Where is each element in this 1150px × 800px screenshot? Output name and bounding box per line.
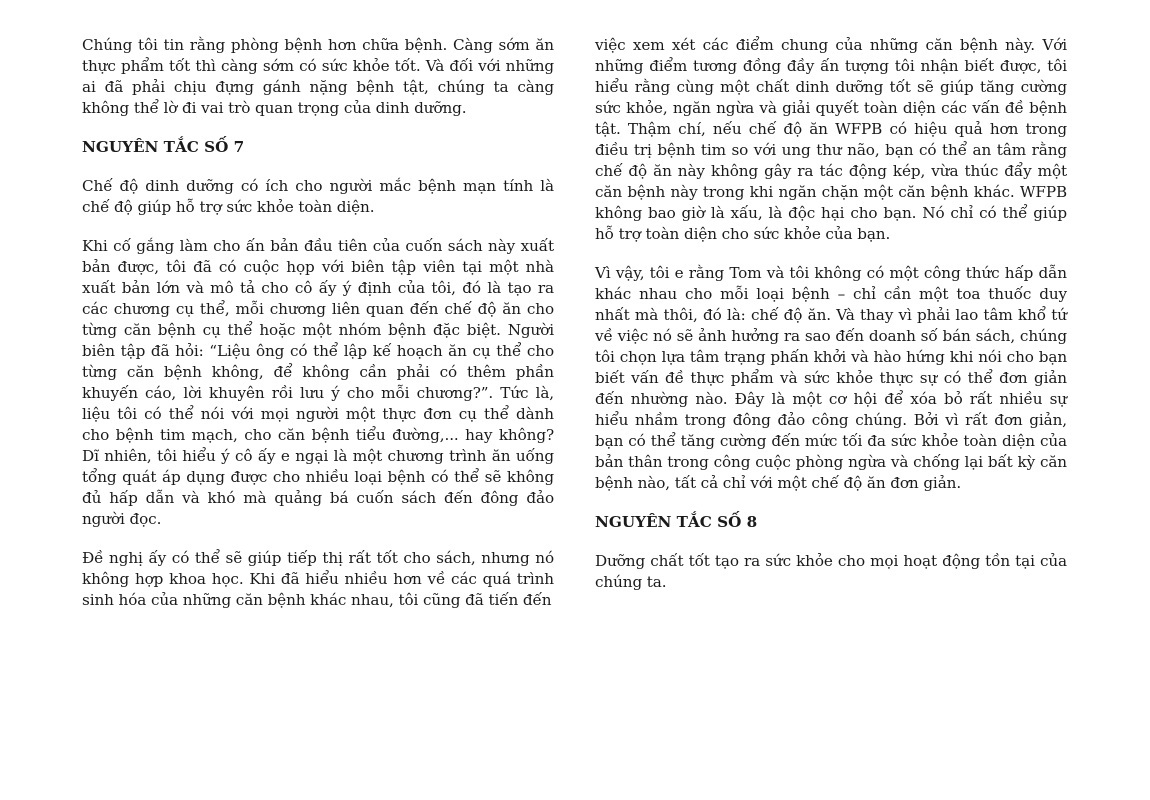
paragraph-principle-8-summary: Dưỡng chất tốt tạo ra sức khỏe cho mọi hoạt động tồn tại của chúng ta. [595, 552, 1067, 591]
right-column [595, 35, 1067, 611]
heading-principle-8: NGUYÊN TẮC SỐ 8 [595, 513, 758, 531]
paragraph-principle-7-summary: Chế độ dinh dưỡng có ích cho người mắc bệnh mạn tính là chế độ giúp hỗ trợ sức khỏe toàn diện. [82, 177, 554, 216]
left-column [82, 35, 554, 629]
paragraph-single-prescription: Vì vậy, tôi e rằng Tom và tôi không có một công thức hấp dẫn khác nhau cho mỗi loại bệnh – chỉ cần một toa thuốc duy nhất mà thôi, đó là: chế độ ăn. Và thay vì phải lao tâm khổ tứ về việc nó sẽ ảnh hưởng ra sao đến doanh số bán sách, chúng tôi chọn lựa tâm trạng phấn khởi và hào hứng khi nói cho bạn biết vấn đề thực phẩm và sức khỏe thực sự có thể đơn giản đến nhường nào. Đây là một cơ hội để xóa bỏ rất nhiều sự hiểu nhầm trong đông đảo công chúng. Bởi vì rất đơn giản, bạn có thể tăng cường đến mức tối đa sức khỏe toàn diện của bản thân trong công cuộc phòng ngừa và chống lại bất kỳ căn bệnh nào, tất cả chỉ với một chế độ ăn đơn giản. [595, 264, 1067, 492]
paragraph-common-points: việc xem xét các điểm chung của những căn bệnh này. Với những điểm tương đồng đầy ấn tượng tôi nhận biết được, tôi hiểu rằng cùng một chất dinh dưỡng tốt sẽ giúp tăng cường sức khỏe, ngăn ngừa và giải quyết toàn diện các vấn đề bệnh tật. Thậm chí, nếu chế độ ăn WFPB có hiệu quả hơn trong điều trị bệnh tim so với ung thư não, bạn có thể an tâm rằng chế độ ăn này không gây ra tác động kép, vừa thúc đẩy một căn bệnh này trong khi ngăn chặn một căn bệnh khác. WFPB không bao giờ là xấu, là độc hại cho bạn. Nó chỉ có thể giúp hỗ trợ toàn diện cho sức khỏe của bạn. [595, 36, 1067, 243]
paragraph-marketing: Đề nghị ấy có thể sẽ giúp tiếp thị rất tốt cho sách, nhưng nó không hợp khoa học. Khi đã hiểu nhiều hơn về các quá trình sinh hóa của những căn bệnh khác nhau, tôi cũng đã tiến đến [82, 549, 554, 609]
paragraph-prevention: Chúng tôi tin rằng phòng bệnh hơn chữa bệnh. Càng sớm ăn thực phẩm tốt thì càng sớm có sức khỏe tốt. Và đối với những ai đã phải chịu đựng gánh nặng bệnh tật, chúng ta càng không thể lờ đi vai trò quan trọng của dinh dưỡng. [82, 36, 554, 117]
paragraph-editor-meeting: Khi cố gắng làm cho ấn bản đầu tiên của cuốn sách này xuất bản được, tôi đã có cuộc họp với biên tập viên tại một nhà xuất bản lớn và mô tả cho cô ấy ý định của tôi, đó là tạo ra các chương cụ thể, mỗi chương liên quan đến chế độ ăn cho từng căn bệnh cụ thể hoặc một nhóm bệnh đặc biệt. Người biên tập đã hỏi: “Liệu ông có thể lập kế hoạch ăn cụ thể cho từng căn bệnh không, để không cần phải có thêm phần khuyến cáo, lời khuyên rồi lưu ý cho mỗi chương?”. Tức là, liệu tôi có thể nói với mọi người một thực đơn cụ thể dành cho bệnh tim mạch, cho căn bệnh tiểu đường,... hay không? Dĩ nhiên, tôi hiểu ý cô ấy e ngại là một chương trình ăn uống tổng quát áp dụng được cho nhiều loại bệnh có thể sẽ không đủ hấp dẫn và khó mà quảng bá cuốn sách đến đông đảo người đọc. [82, 237, 554, 528]
heading-principle-7: NGUYÊN TẮC SỐ 7 [82, 138, 245, 156]
